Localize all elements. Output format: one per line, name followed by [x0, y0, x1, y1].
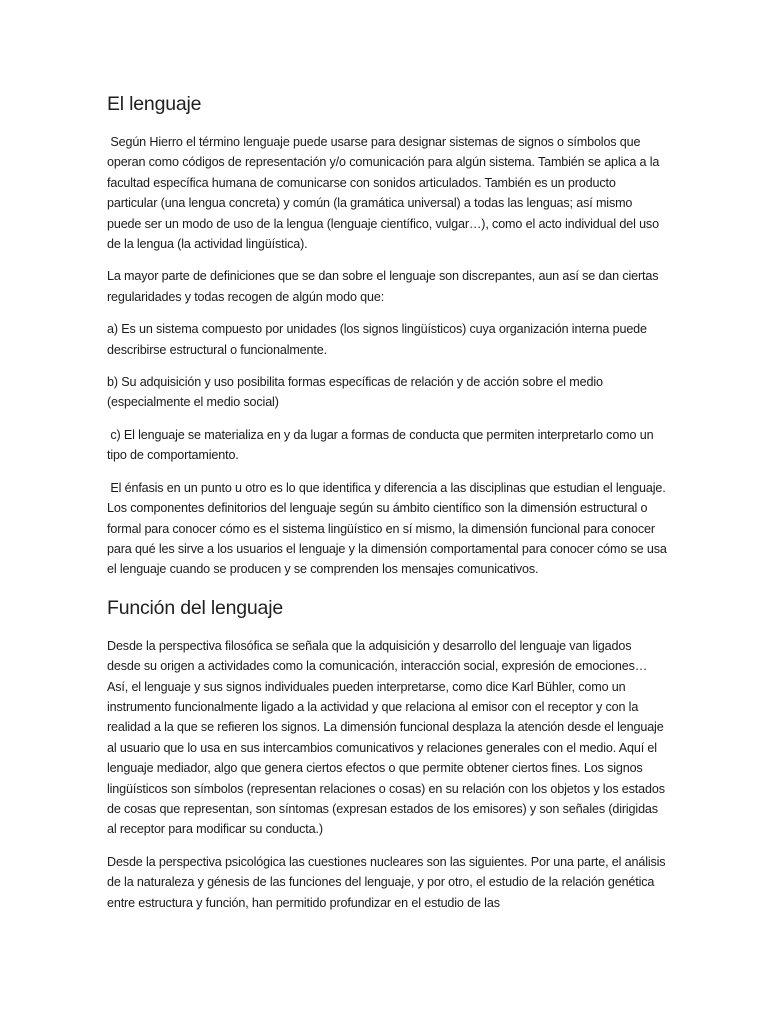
paragraph: Desde la perspectiva filosófica se señala que la adquisición y desarrollo del lenguaje van ligados desde su origen a actividades como la comunicación, interacción social, expresión de emociones… Así, el lenguaje y sus signos individuales pueden interpretarse, como dice Karl Bühler, como un instrumento funcionalmente ligado a la actividad y que relaciona al emisor con el receptor y con la realidad a la que se refieren los signos. La dimensión funcional desplaza la atención desde el lenguaje al usuario que lo usa en sus intercambios comunicativos y relaciones generales con el medio. Aquí el lenguaje mediador, algo que genera ciertos efectos o que permite obtener ciertos fines. Los signos lingüísticos son símbolos (representan relaciones o cosas) en su relación con los objetos y los estados de cosas que representan, son síntomas (expresan estados de los emisores) y son señales (dirigidas al receptor para modificar su conducta.): [107, 638, 665, 837]
section-title-funcion-del-lenguaje: Función del lenguaje: [107, 596, 283, 619]
list-item-a: a) Es un sistema compuesto por unidades (los signos lingüísticos) cuya organización interna puede describirse estructural o funcionalmente.: [107, 322, 647, 357]
paragraph: La mayor parte de definiciones que se dan sobre el lenguaje son discrepantes, aun así se dan ciertas regularidades y todas recogen de algún modo que:: [107, 269, 659, 304]
document-page: [107, 88, 671, 925]
paragraph: Desde la perspectiva psicológica las cuestiones nucleares son las siguientes. Por una parte, el análisis de la naturaleza y génesis de las funciones del lenguaje, y por otro, el estudio de la relación genética entre estructura y función, han permitido profundizar en el estudio de las: [107, 854, 666, 910]
paragraph: Según Hierro el término lenguaje puede usarse para designar sistemas de signos o símbolos que operan como códigos de representación y/o comunicación para algún sistema. También se aplica a la facultad específica humana de comunicarse con sonidos articulados. También es un producto particular (una lengua concreta) y común (la gramática universal) a todas las lenguas; así mismo puede ser un modo de uso de la lengua (lenguaje científico, vulgar…), como el acto individual del uso de la lengua (la actividad lingüística).: [107, 135, 663, 252]
list-item-b: b) Su adquisición y uso posibilita formas específicas de relación y de acción sobre el medio (especialmente el medio social): [107, 375, 603, 410]
section-title-el-lenguaje: El lenguaje: [107, 93, 202, 115]
list-item-c: c) El lenguaje se materializa en y da lugar a formas de conducta que permiten interpretarlo como un tipo de comportamiento.: [107, 427, 657, 463]
paragraph: El énfasis en un punto u otro es lo que identifica y diferencia a las disciplinas que estudian el lenguaje. Los componentes definitorios del lenguaje según su ámbito científico son la dimensión estructural o formal para conocer cómo es el sistema lingüístico en sí mismo, la dimensión funcional para conocer para qué les sirve a los usuarios el lenguaje y la dimensión comportamental para conocer cómo se usa el lenguaje cuando se producen y se comprenden los mensajes comunicativos.: [107, 480, 671, 577]
